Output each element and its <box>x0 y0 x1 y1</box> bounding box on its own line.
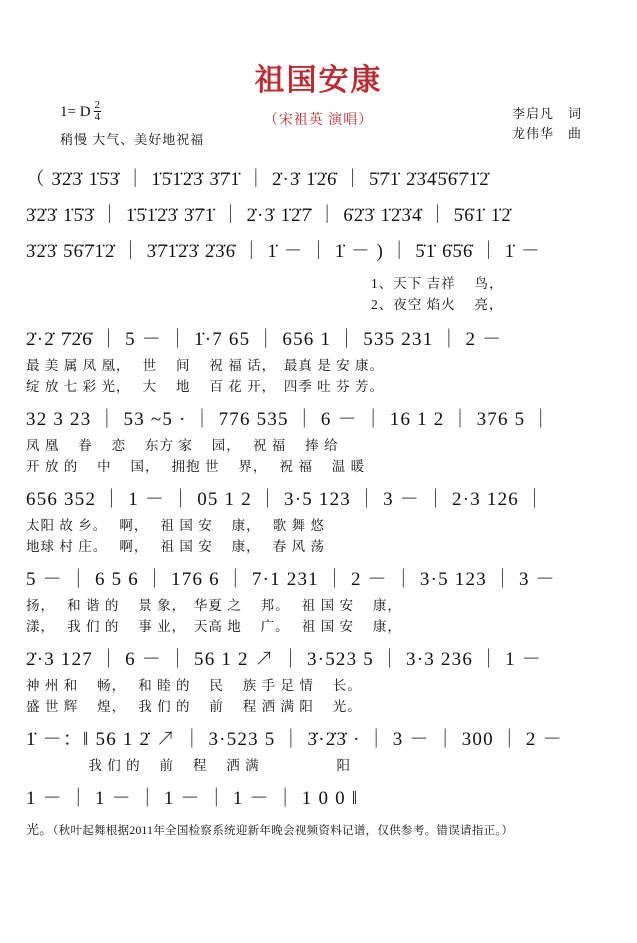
time-signature-numerator: 2 <box>94 99 101 111</box>
lyric-row-verse-1: 我 们 的 前 程 洒 满 阳 <box>26 758 351 773</box>
key-line <box>60 100 204 123</box>
notation-row: 32 3 23 ｜ 53 ~5 · ｜ 776 535 ｜ 6 － ｜ 16 1 2 ｜ 376 5 ｜ <box>26 409 552 430</box>
notation-row: 1̇ －：‖ 56 1 2̇ ↗ ｜ 3·523 5 ｜ 3̇·2̇3̇ · ｜ 3 － ｜ 300 ｜ 2 － <box>26 729 563 750</box>
notation-row: 5 － ｜ 6 5 6 ｜ 176 6 ｜ 7·1 231 ｜ 2 － ｜ 3·5 123 ｜ 3 － <box>26 569 556 590</box>
lyric-row-verse-1: 神 州 和 畅， 和 睦 的 民 族 手 足 情 长。 <box>26 678 362 693</box>
lyric-row-verse-1: 最 美 属 凤 凰， 世 间 祝 福 话， 最真 是 安 康。 <box>26 358 384 373</box>
notation-row: 3̇2̇3̇ 5̇6̇7̇1̇2̇ ｜ 3̇7̇1̇2̇3̇ 2̇3̇6̇ ｜ 1̇ － ｜ 1̇ － ) ｜ 5̇1̇ 6̇5̇6̇ ｜ 1̇ － <box>26 242 541 262</box>
final-lyric: 光。 <box>26 822 53 837</box>
music-line-6 <box>26 725 611 776</box>
notation-row: 3̇2̇3̇ 1̇5̇3̇ ｜ 1̇5̇1̇2̇3̇ 3̇7̇1̇ ｜ 2̇·3̇ 1̇2̇7̇ ｜ 6̇2̇3̇ 1̇2̇3̇4̇ ｜ 5̇6̇1̇ 1̇2̇ <box>26 206 512 226</box>
lyric-row-verse-2: 绽 放 七 彩 光， 大 地 百 花 开， 四季 吐 芬 芳。 <box>26 379 384 394</box>
lyric-row-verse-1: 太阳 故 乡。 啊， 祖 国 安 康， 歌 舞 悠 <box>26 518 325 533</box>
footnote <box>26 822 611 839</box>
time-signature-denominator: 4 <box>94 111 101 123</box>
lyric-row-verse-1: 1、天下 吉祥 鸟， <box>371 276 504 291</box>
music-staff <box>26 165 611 839</box>
composer-name: 龙伟华 <box>511 126 554 141</box>
time-signature <box>94 100 102 123</box>
notation-row: 1 － ｜ 1 － ｜ 1 － ｜ 1 － ｜ 1 0 0 ‖ <box>26 788 359 809</box>
footnote-text: （秋叶起舞根据2011年全国检察系统迎新年晚会视频资料记谱，仅供参考。错误请指正。） <box>52 825 514 837</box>
pickup-lyrics <box>371 273 611 315</box>
lyric-row-verse-2: 开 放 的 中 国， 拥抱 世 界， 祝 福 温 暖 <box>26 459 366 474</box>
tempo-marking: 稍慢 大气、美好地祝福 <box>60 132 205 147</box>
notation-row: 656 352 ｜ 1 － ｜ 05 1 2 ｜ 3·5 123 ｜ 3 － ｜ 2·3 126 ｜ <box>26 489 546 510</box>
music-line-3 <box>26 485 611 557</box>
lyric-row-verse-1: 凤 凰 眷 恋 东方 家 园， 祝 福 捧 给 <box>26 438 339 453</box>
music-line-1 <box>26 325 611 397</box>
credits-block <box>512 104 581 144</box>
music-line-7 <box>26 784 611 818</box>
composer-role: 曲 <box>567 126 581 141</box>
notation-row: 2̇·3 127 ｜ 6 － ｜ 56 1 2 ↗ ｜ 3·523 5 ｜ 3·3 236 ｜ 1 － <box>26 649 542 670</box>
lyric-row-verse-2: 盛 世 辉 煌， 我 们 的 前 程 洒 满 阳 光。 <box>26 699 362 714</box>
music-line-5 <box>26 645 611 717</box>
page-title: 祖国安康 <box>254 64 383 97</box>
lyricist-role: 词 <box>567 106 581 121</box>
notation-row: （ 3̇2̇3̇ 1̇5̇3̇ ｜ 1̇5̇1̇2̇3̇ 3̇7̇1̇ ｜ 2̇·3̇ 1̇2̇6̇ ｜ 5̇7̇1̇ 2̇3̇4̇5̇6̇7̇1̇2̇ <box>26 170 490 190</box>
lyricist-name: 李启凡 <box>511 106 554 121</box>
lyric-row-verse-2: 2、夜空 焰火 亮， <box>371 297 504 312</box>
lyricist-row <box>512 104 581 124</box>
lyric-row-verse-2: 漾， 我 们 的 事 业， 天高 地 广。 祖 国 安 康， <box>26 619 402 634</box>
intro-line-1 <box>26 165 611 199</box>
composer-row <box>512 124 581 144</box>
notation-row: 2̇·2̇ 7̇2̇6̇ ｜ 5 － ｜ 1̇·7 65 ｜ 656 1 ｜ 535 231 ｜ 2 － <box>26 329 503 350</box>
performer-credit: （宋祖英 演唱） <box>263 113 374 128</box>
intro-line-3 <box>26 237 611 271</box>
lyric-row-verse-2: 地球 村 庄。 啊， 祖 国 安 康， 春 风 荡 <box>26 539 325 554</box>
key-signature-block <box>60 100 204 148</box>
music-line-4 <box>26 565 611 637</box>
lyric-row-verse-1: 扬， 和 谐 的 景 象， 华夏 之 邦。 祖 国 安 康， <box>26 598 402 613</box>
music-line-2 <box>26 405 611 477</box>
intro-line-2 <box>26 201 611 235</box>
key-label: 1= D <box>60 103 91 120</box>
